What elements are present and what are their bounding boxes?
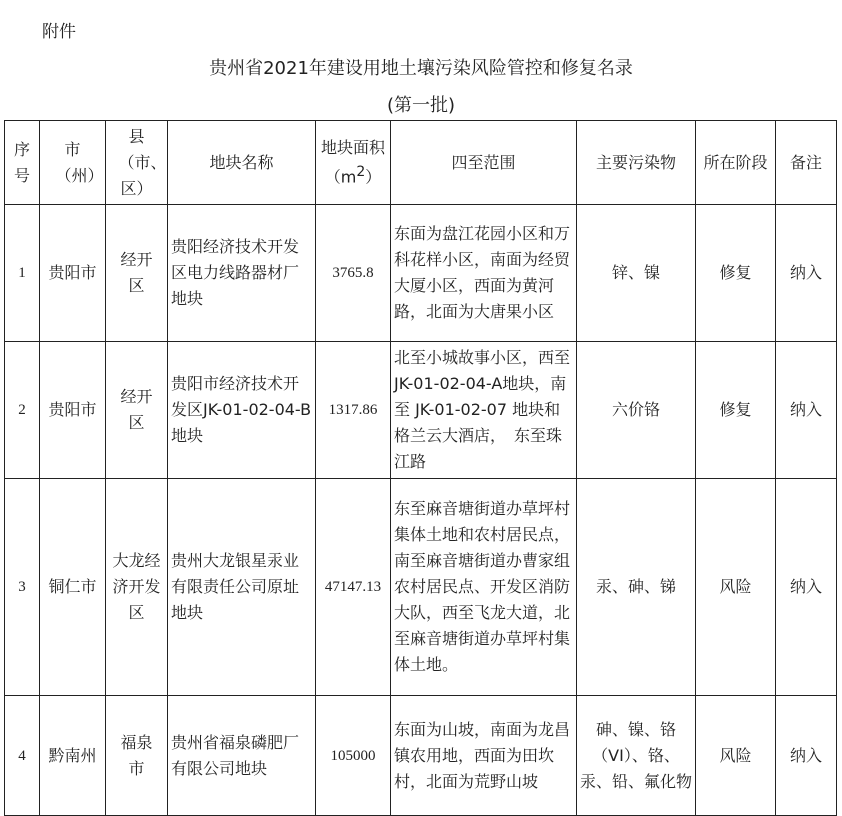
cell-area: 3765.8: [316, 205, 391, 342]
col-header-stage: 所在阶段: [696, 121, 776, 205]
cell-pollutants: 汞、砷、锑: [577, 479, 696, 696]
col-header-boundary: 四至范围: [391, 121, 577, 205]
col-header-remark: 备注: [776, 121, 837, 205]
cell-index: 3: [5, 479, 40, 696]
contaminated-land-table: [4, 120, 837, 816]
table-row: [5, 342, 837, 479]
col-header-area-label: 地块面积（m: [320, 137, 385, 187]
cell-remark: 纳入: [776, 696, 837, 816]
cell-city: 贵阳市: [40, 205, 106, 342]
cell-area: 1317.86: [316, 342, 391, 479]
col-header-area-close: ）: [365, 167, 382, 187]
cell-boundary: 东面为山坡，南面为龙昌镇农用地，西面为田坎村，北面为荒野山坡: [391, 696, 577, 816]
col-header-county: 县（市、区）: [106, 121, 168, 205]
cell-county: 经开区: [106, 205, 168, 342]
cell-name: 贵州大龙银星汞业有限责任公司原址地块: [168, 479, 316, 696]
table-row: [5, 205, 837, 342]
col-header-index: 序号: [5, 121, 40, 205]
cell-area: 47147.13: [316, 479, 391, 696]
document-subtitle: (第一批): [386, 95, 456, 116]
cell-index: 2: [5, 342, 40, 479]
cell-city: 贵阳市: [40, 342, 106, 479]
col-header-pollutants: 主要污染物: [577, 121, 696, 205]
cell-city: 黔南州: [40, 696, 106, 816]
col-header-city: 市（州）: [40, 121, 106, 205]
document-title: 贵州省2021年建设用地土壤污染风险管控和修复名录: [209, 58, 633, 79]
cell-name: 贵州省福泉磷肥厂有限公司地块: [168, 696, 316, 816]
cell-remark: 纳入: [776, 205, 837, 342]
cell-boundary: 东至麻音塘街道办草坪村集体土地和农村居民点，南至麻音塘街道办曹家组农村居民点、开发区消防大队，西至飞龙大道，北至麻音塘街道办草坪村集体土地。: [391, 479, 577, 696]
col-header-area-sup: 2: [356, 163, 366, 180]
table-row: [5, 696, 837, 816]
cell-area: 105000: [316, 696, 391, 816]
cell-city: 铜仁市: [40, 479, 106, 696]
cell-pollutants: 锌、镍: [577, 205, 696, 342]
col-header-name: 地块名称: [168, 121, 316, 205]
cell-boundary: 东面为盘江花园小区和万科花样小区，南面为经贸大厦小区，西面为黄河路，北面为大唐果小区: [391, 205, 577, 342]
cell-stage: 风险: [696, 479, 776, 696]
cell-county: 大龙经济开发区: [106, 479, 168, 696]
cell-boundary: 北至小城故事小区，西至 JK-01-02-04-A地块，南至 JK-01-02-07 地块和格兰云大酒店， 东至珠江路: [391, 342, 577, 479]
cell-name: 贵阳市经济技术开发区JK-01-02-04-B 地块: [168, 342, 316, 479]
cell-stage: 修复: [696, 205, 776, 342]
table-header-row: [5, 121, 837, 205]
attachment-label: 附件: [42, 22, 76, 42]
cell-index: 1: [5, 205, 40, 342]
cell-pollutants: 六价铬: [577, 342, 696, 479]
cell-county: 经开区: [106, 342, 168, 479]
col-header-area: [316, 121, 391, 205]
cell-stage: 修复: [696, 342, 776, 479]
cell-pollutants: 砷、镍、铬（VI）、铬、汞、铅、氟化物: [577, 696, 696, 816]
cell-county: 福泉市: [106, 696, 168, 816]
cell-name: 贵阳经济技术开发区电力线路器材厂地块: [168, 205, 316, 342]
table-row: [5, 479, 837, 696]
cell-remark: 纳入: [776, 479, 837, 696]
cell-stage: 风险: [696, 696, 776, 816]
cell-index: 4: [5, 696, 40, 816]
cell-remark: 纳入: [776, 342, 837, 479]
